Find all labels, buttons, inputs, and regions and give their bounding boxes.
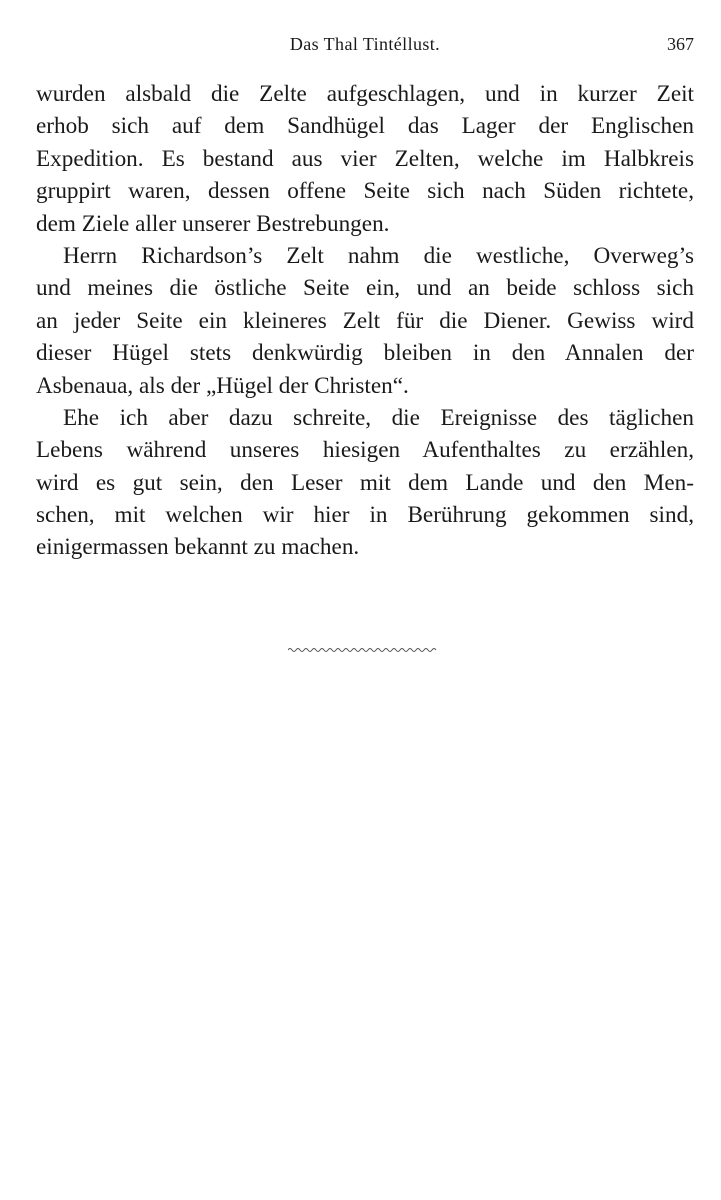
text-line: dem Ziele aller unserer Bestrebungen. <box>36 210 390 237</box>
running-head <box>36 34 694 56</box>
text-line: Expedition. Es bestand aus vier Zelten, welche im Halbkreis <box>36 145 694 172</box>
page-number: 367 <box>667 34 694 54</box>
wavy-rule-ornament <box>288 646 438 654</box>
text-line: einigermassen bekannt zu machen. <box>36 534 360 561</box>
running-title: Das Thal Tintéllust. <box>289 34 441 54</box>
text-line: und meines die östliche Seite ein, und an beide schloss sich <box>36 275 694 302</box>
text-line: erhob sich auf dem Sandhügel das Lager der Englischen <box>36 113 694 140</box>
text-line: Lebens während unseres hiesigen Aufenthaltes zu erzählen, <box>36 437 694 464</box>
text-line: dieser Hügel stets denkwürdig bleiben in den Annalen der <box>36 340 694 367</box>
text-line: Herrn Richardson’s Zelt nahm die westliche, Overweg’s <box>63 242 694 269</box>
text-line: an jeder Seite ein kleineres Zelt für die Diener. Gewiss wird <box>36 307 694 334</box>
text-line: Ehe ich aber dazu schreite, die Ereignisse des täglichen <box>63 404 694 431</box>
text-line: wurden alsbald die Zelte aufgeschlagen, und in kurzer Zeit <box>36 81 694 107</box>
text-line: schen, mit welchen wir hier in Berührung gekommen sind, <box>36 502 694 529</box>
wavy-rule-icon <box>288 646 438 654</box>
body-text <box>36 78 694 564</box>
paragraph-3 <box>36 402 694 564</box>
text-line: Asbenaua, als der „Hügel der Christen“. <box>36 372 409 399</box>
text-line: wird es gut sein, den Leser mit dem Lande und den Men- <box>36 469 694 496</box>
paragraph-1 <box>36 78 694 240</box>
paragraph-2 <box>36 240 694 402</box>
text-line: gruppirt waren, dessen offene Seite sich nach Süden richtete, <box>36 178 694 205</box>
